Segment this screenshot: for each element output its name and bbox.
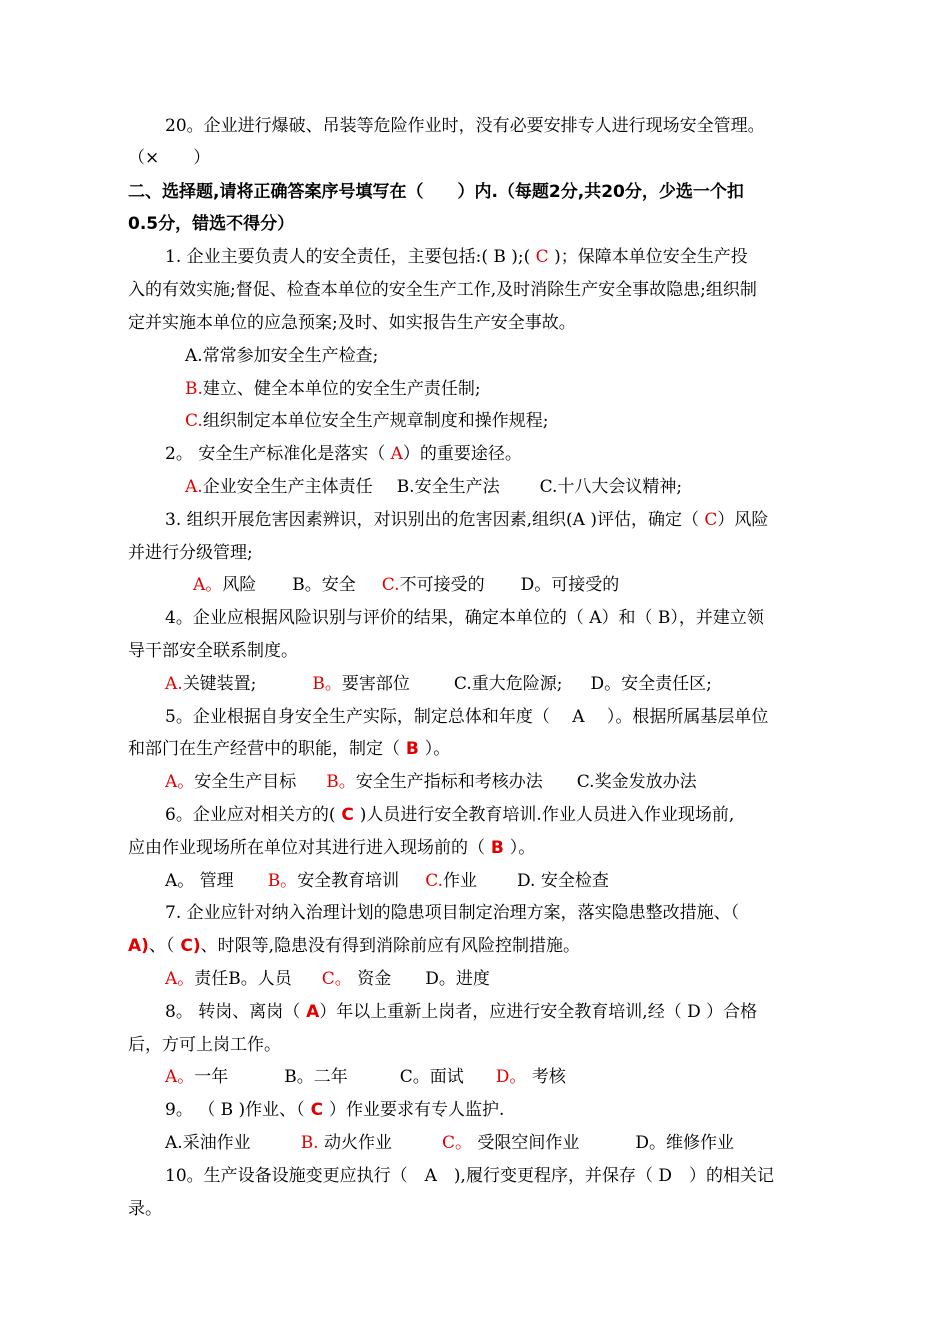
q9-text-a: 9。 （ B )作业、（ [165,1100,305,1120]
q1-option-a [185,344,378,368]
section-heading-line2: 0.5分，错选不得分） [128,214,295,234]
question-4-line2 [128,639,298,663]
q6-option-b-letter: B。 [267,871,298,891]
q7-option-a-letter: A。 [165,969,195,989]
q5-option-a-letter: A。 [165,772,195,792]
q7-option-c-text: 资金 [351,969,392,989]
q4-option-a-letter: A. [165,674,183,694]
q5-option-b-letter: B。 [326,772,356,792]
q9-answer: C [304,1100,329,1120]
q10-text: 10。生产设备设施变更应执行（ A ),履行变更程序，并保存（ D ）的相关记 [165,1166,774,1186]
q2-text-a: 2。 安全生产标准化是落实（ [165,444,386,464]
q3-option-a-text: 风险 [222,575,257,595]
q1-option-c [185,409,549,433]
q5-option-c: C.奖金发放办法 [576,772,697,792]
question-3 [165,508,768,532]
q3-option-c-text: 不可接受的 [399,575,485,595]
q1-option-b-letter: B. [185,379,203,399]
q3-answer: C [698,510,718,530]
q3-text-b: ）风险 [717,510,769,530]
q6-option-a: A。 管理 [165,871,234,891]
q6-line2-a: 应由作业现场所在单位对其进行进入现场前的（ [128,838,485,858]
question-5 [165,705,768,729]
q1-line2: 入的有效实施;督促、检查本单位的安全生产工作,及时消除生产安全事故隐患;组织制 [128,280,757,300]
q3-option-a-letter: A。 [193,575,223,595]
q4-option-b-text: 要害部位 [341,674,410,694]
q9-option-b-text: 动火作业 [318,1133,392,1153]
q3-option-b: B。安全 [292,575,356,595]
q4-option-a-text: 关键装置; [182,674,257,694]
question-4 [165,606,764,630]
q8-text-a: 8。 转岗、离岗（ [165,1002,301,1022]
question-6 [165,803,734,827]
q2-option-a-letter: A. [185,477,203,497]
question-3-line2 [128,541,253,565]
q8-option-a-text: 一年 [194,1067,229,1087]
q6-option-d: D. 安全检查 [517,871,609,891]
q4-options [165,672,712,696]
q4-option-b-letter: B。 [312,674,342,694]
q9-option-b-letter: B. [300,1133,319,1153]
q5-option-b-text: 安全生产指标和考核办法 [355,772,543,792]
q3-option-d: D。可接受的 [520,575,620,595]
q8-option-d-text: 考核 [526,1067,566,1087]
q3-text-a: 3. 组织开展危害因素辨识，对识别出的危害因素,组织(A )评估，确定（ [165,510,699,530]
q4-option-c: C.重大危险源; [453,674,563,694]
q1-answer: C [530,247,555,267]
q1-option-a-text: A.常常参加安全生产检查; [185,346,379,366]
q7-text: 7. 企业应针对纳入治理计划的隐患项目制定治理方案，落实隐患整改措施、（ [165,903,740,923]
question-5-line2 [128,737,450,761]
q8-option-b: B。二年 [284,1067,348,1087]
q8-option-c: C。面试 [399,1067,464,1087]
question-1-line3 [128,311,576,335]
q5-line2-a: 和部门在生产经营中的职能，制定（ [128,739,400,759]
question-1 [165,245,748,269]
question-2 [165,442,522,466]
q1-text-b: )；保障本单位安全生产投 [554,247,748,267]
q8-option-a-letter: A。 [165,1067,195,1087]
q6-options [165,869,609,893]
q6-option-c-letter: C. [425,871,443,891]
q9-options [165,1131,734,1155]
q5-option-a-text: 安全生产目标 [194,772,297,792]
answer-open-paren: （ [128,148,145,168]
q8-options [165,1065,566,1089]
q7-option-c-letter: C。 [321,969,352,989]
q3-option-c-letter: C. [381,575,400,595]
question-1-line2 [128,278,757,302]
question-8 [165,1000,757,1024]
q6-line2-b: ）。 [509,838,536,858]
q6-answer-2: B [485,838,510,858]
question-7-line2 [128,934,580,958]
q2-text-b: ）的重要途径。 [402,444,522,464]
q2-option-b: B.安全生产法 [396,477,500,497]
q9-option-c-letter: C。 [442,1133,473,1153]
q2-option-c: C.十八大会议精神; [539,477,683,497]
question-20-answer [128,146,210,170]
question-20-text: 20。企业进行爆破、吊装等危险作业时，没有必要安排专人进行现场安全管理。 [165,116,765,136]
q8-text-b: ）年以上重新上岗者，应进行安全教育培训,经（ D ）合格 [319,1002,758,1022]
question-6-line2 [128,836,535,860]
q9-text-b: ）作业要求有专人监护. [328,1100,505,1120]
q2-option-a-text: 企业安全生产主体责任 [202,477,373,497]
answer-close-paren: ） [193,148,211,168]
q6-text-a: 6。企业应对相关方的( [165,805,336,825]
q6-option-c-text: 作业 [443,871,477,891]
q4-option-d: D。安全责任区; [590,674,712,694]
q8-answer: A [300,1002,320,1022]
question-8-line2 [128,1033,281,1057]
q10-line2: 录。 [128,1199,162,1219]
q6-text-b: )人员进行安全教育培训.作业人员进入作业现场前, [359,805,735,825]
q2-options [185,475,682,499]
q7-option-d: D。进度 [425,969,490,989]
q1-text-a: 1. 企业主要负责人的安全责任，主要包括:( B );( [165,247,531,267]
q1-option-b [185,377,481,401]
q9-option-d: D。维修作业 [635,1133,735,1153]
q5-options [165,770,697,794]
question-7 [165,901,739,925]
section-heading-cont [128,212,294,236]
answer-mark: × [145,148,160,168]
q1-line3: 定并实施本单位的应急预案;及时、如实报告生产安全事故。 [128,313,576,333]
question-20 [165,114,765,138]
question-9 [165,1098,504,1122]
q6-answer-1: C [335,805,360,825]
section-heading [128,180,744,204]
q7-line2-a: 、（ [148,936,175,956]
q4-line2: 导干部安全联系制度。 [128,641,298,661]
section-heading-line1: 二、选择题,请将正确答案序号填写在（ ）内.（每题2分,共20分，少选一个扣 [128,182,744,202]
q8-line2: 后，方可上岗工作。 [128,1035,281,1055]
q6-option-b-text: 安全教育培训 [297,871,400,891]
q7-answer-1: A) [128,936,149,956]
q7-line2-b: 、时限等,隐患没有得到消除前应有风险控制措施。 [200,936,581,956]
question-10 [165,1164,774,1188]
q1-option-c-text: 组织制定本单位安全生产规章制度和操作规程; [202,411,549,431]
q1-option-b-text: 建立、健全本单位的安全生产责任制; [202,379,481,399]
q9-option-c-text: 受限空间作业 [472,1133,580,1153]
question-10-line2 [128,1197,162,1221]
q7-options [165,967,490,991]
q5-answer: B [400,739,425,759]
q8-option-d-letter: D。 [495,1067,527,1087]
q3-line2: 并进行分级管理; [128,543,253,563]
q1-option-c-letter: C. [185,411,203,431]
q5-line2-b: ）。 [424,739,451,759]
q3-options [193,573,619,597]
q9-option-a: A.采油作业 [165,1133,251,1153]
q7-option-a-text: 责任B。人员 [194,969,292,989]
q5-text: 5。企业根据自身安全生产实际，制定总体和年度（ A ）。根据所属基层单位 [165,707,769,727]
q4-text: 4。企业应根据风险识别与评价的结果，确定本单位的（ A）和（ B），并建立领 [165,608,764,628]
q7-answer-2: C) [174,936,201,956]
q2-answer: A [385,444,403,464]
